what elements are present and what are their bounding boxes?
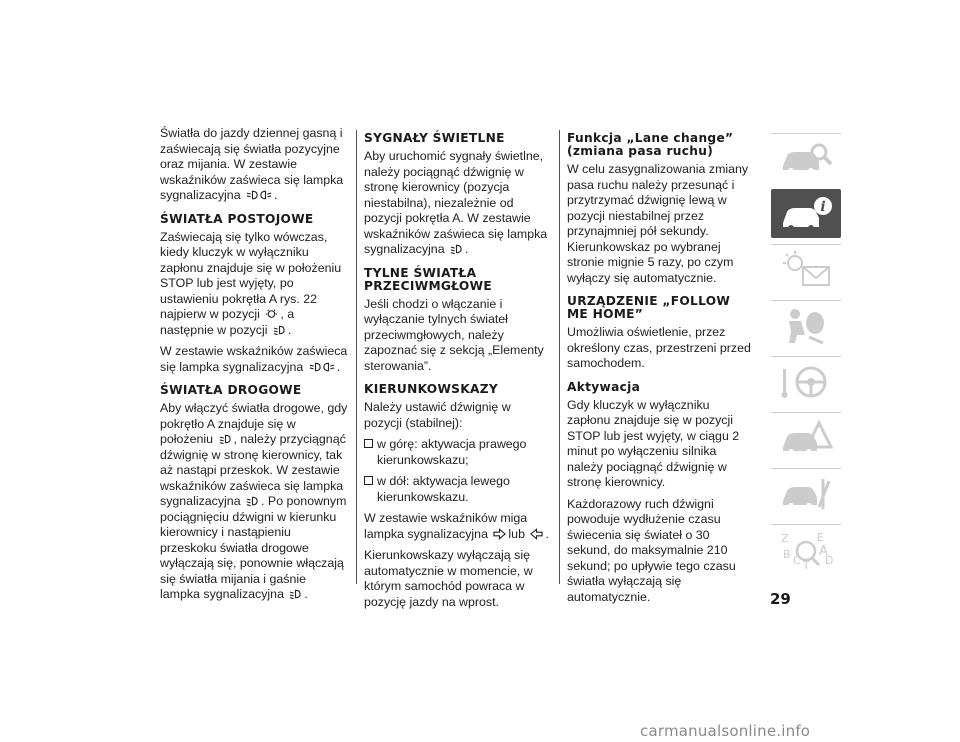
svg-text:i: i <box>820 199 826 215</box>
turn-right-arrow-icon <box>493 528 506 540</box>
chapter-tabs <box>771 133 841 580</box>
heading-swiatla-postojowe: ŚWIATŁA POSTOJOWE <box>160 211 314 226</box>
tab-maintenance[interactable] <box>771 468 841 518</box>
paragraph: Jeśli chodzi o włączanie i wyłączanie tylnych świateł przeciwmgłowych, należy zapoznać się z sekcją „Elementy sterowania”. <box>364 296 544 373</box>
index-letter: A <box>819 544 828 559</box>
airbag-person-icon <box>779 307 833 345</box>
steering-wheel-icon <box>779 363 833 401</box>
heading-aktywacja: Aktywacja <box>567 379 641 394</box>
checkbox-bullet-icon <box>364 476 373 485</box>
index-letter: B <box>783 548 791 561</box>
tab-warning-lights[interactable] <box>771 244 841 294</box>
heading-sygnaly-swietlne: SYGNAŁY ŚWIETLNE <box>364 131 505 145</box>
car-info-icon <box>779 195 833 233</box>
column-divider <box>559 130 560 584</box>
low-beam-icon <box>219 433 232 445</box>
column-2 <box>364 126 550 616</box>
car-search-icon <box>779 140 833 178</box>
alphabet-index-icon <box>779 531 833 569</box>
turn-left-arrow-icon <box>530 528 543 540</box>
checkbox-bullet-icon <box>364 439 373 448</box>
index-letter: E <box>817 531 824 544</box>
index-letter: C <box>793 554 801 567</box>
tab-index[interactable] <box>771 524 841 574</box>
column-1 <box>160 126 348 609</box>
page-number: 29 <box>770 590 791 608</box>
paragraph: W celu zasygnalizowania zmiany pasa ruchu należy przesunąć i przytrzymać dźwignię lewą w pozycji niestabilnej przez przynajmniej pół sekundy. Kierunkowskaz po wybranej stronie mignie 5 razy, po czym wyłączy się automatycznie. <box>567 162 749 285</box>
warning-mail-icon <box>779 251 833 289</box>
index-letter: Z <box>781 532 789 545</box>
paragraph: Gdy kluczyk w wyłączniku zapłonu znajduje się w pozycji STOP lub jest wyjęty, w ciągu 2 minut po wyłączeniu silnika należy pociągnąć dźwignię w stronę kierownicy. <box>567 397 740 489</box>
list-item: w górę: aktywacja prawego kierunkowskazu; <box>364 437 550 468</box>
column-3 <box>567 126 753 611</box>
paragraph: Każdorazowy ruch dźwigni powoduje wydłużenie czasu świecenia się świateł o 30 sekund, do maksymalnie 210 sekund; po upływie tego czasu światła wyłączają się automatycznie. <box>567 496 736 604</box>
high-beam-icon <box>289 588 302 600</box>
paragraph: Aby uruchomić sygnały świetlne, należy pociągnąć dźwignię w stronę kierownicy (pozycja niestabilna), niezależnie od pozycji pokrętła A. W zestawie wskaźników zaświeca się lampka sygnalizacyjna . <box>364 149 548 256</box>
tab-emergency[interactable] <box>771 412 841 462</box>
paragraph: Światła do jazdy dziennej gasną i zaświecają się światła pozycyjne oraz mijania. W zestawie wskaźników zaświeca się lampka sygnalizacyjna . <box>160 126 344 202</box>
paragraph: Kierunkowskazy wyłączają się automatycznie w momencie, w którym samochód powraca w pozycję jazdy na wprost. <box>364 548 533 609</box>
dual-headlight-icon <box>246 189 272 201</box>
column-divider <box>356 130 357 584</box>
paragraph: W zestawie wskaźników zaświeca się lampka sygnalizacyjna . <box>160 344 348 374</box>
paragraph: W zestawie wskaźników miga lampka sygnalizacyjna lub . <box>364 511 549 541</box>
car-crash-icon <box>779 419 833 457</box>
tab-car-info[interactable] <box>771 189 841 238</box>
heading-kierunkowskazy: KIERUNKOWSKAZY <box>364 382 499 396</box>
paragraph: Należy ustawić dźwignię w pozycji (stabilnej): <box>364 400 511 430</box>
index-letter: D <box>825 554 833 567</box>
tab-car-search[interactable] <box>771 133 841 183</box>
paragraph: Umożliwia oświetlenie, przez określony czas, przestrzeni przed samochodem. <box>567 325 751 370</box>
heading-follow-me-home: URZĄDZENIE „FOLLOW ME HOME” <box>567 294 731 321</box>
heading-swiatla-drogowe: ŚWIATŁA DROGOWE <box>160 383 302 397</box>
tab-driving[interactable] <box>771 356 841 406</box>
dual-headlight-icon <box>309 361 335 373</box>
high-beam-icon <box>450 243 463 255</box>
tab-safety[interactable] <box>771 300 841 350</box>
heading-tylne-swiatla: TYLNE ŚWIATŁA PRZECIWMGŁOWE <box>364 265 492 293</box>
high-beam-icon <box>246 495 259 507</box>
car-tools-icon <box>779 475 833 513</box>
paragraph: Aby włączyć światła drogowe, gdy pokrętło A znajduje się w położeniu , należy przyciągnąć dźwignię w stronę kierownicy, tak aż nastąpi przeskok. W zestawie wskaźników zaświeca się lampka sygnalizacyjna . Po ponownym pociągnięciu dźwigni w kierunku kierownicy i nastąpieniu przeskoku światła drogowe wyłączają się, ponownie włączają się światła mijania i gaśnie lampka sygnalizacyjna . <box>160 401 348 601</box>
index-letter: T <box>803 559 810 569</box>
heading-lane-change: Funkcja „Lane change” (zmiana pasa ruchu) <box>567 131 734 158</box>
watermark: carmanualsonline.info <box>640 722 811 740</box>
low-beam-icon <box>273 324 286 336</box>
list-item: w dół: aktywacja lewego kierunkowskazu. <box>364 474 550 505</box>
side-light-icon <box>265 308 278 320</box>
paragraph: Zaświecają się tylko wówczas, kiedy kluczyk w wyłączniku zapłonu znajduje się w położeniu STOP lub jest wyjęty, po ustawieniu pokrętła A rys. 22 najpierw w pozycji , a następnie w pozycji . <box>160 229 342 337</box>
